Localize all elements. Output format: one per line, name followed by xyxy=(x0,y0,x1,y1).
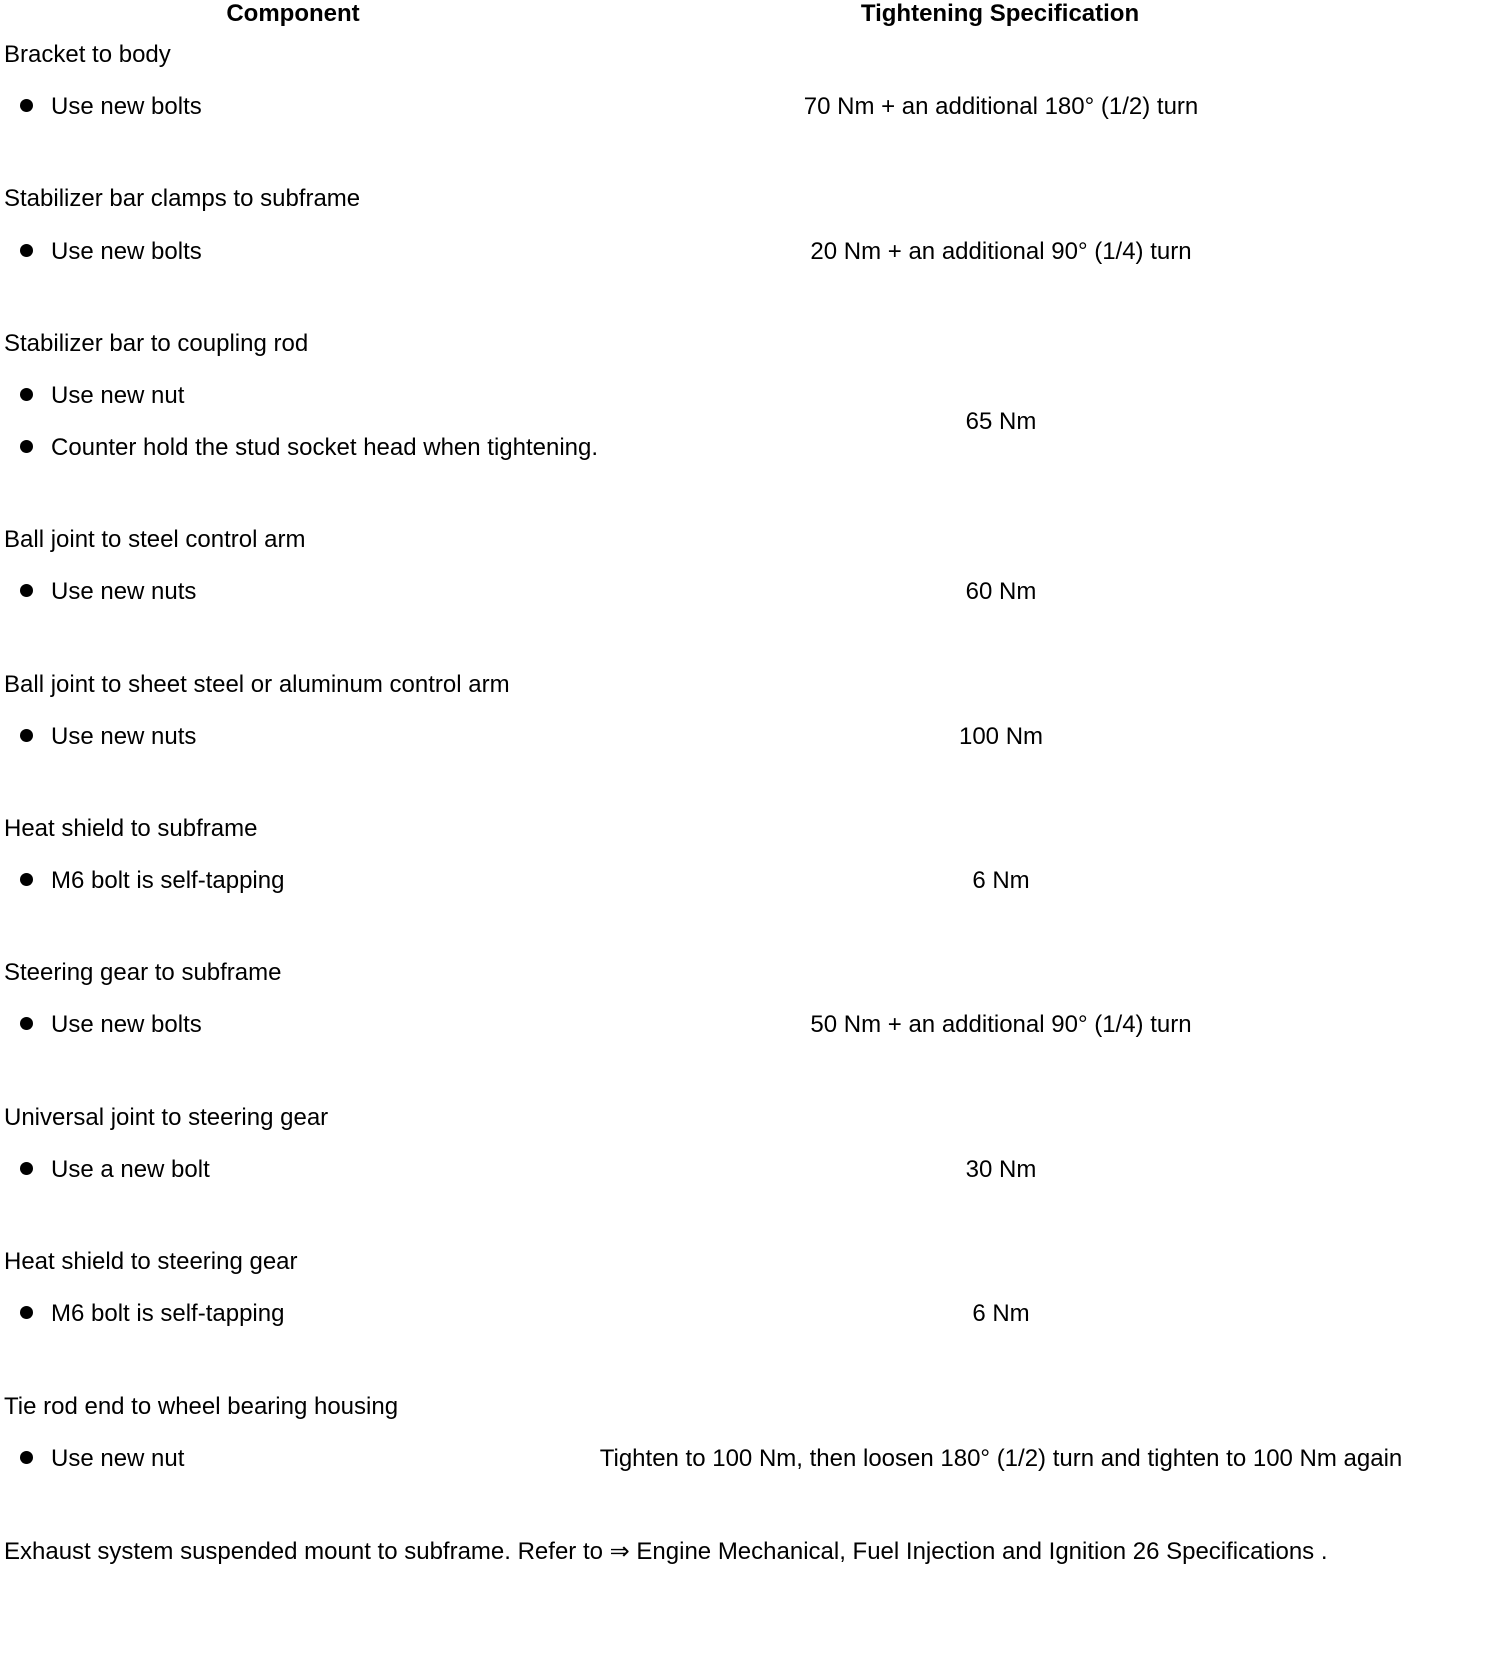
bullet-text: Use new bolts xyxy=(51,93,202,120)
bullet-icon xyxy=(20,873,33,886)
bullet-item xyxy=(20,723,196,751)
bullet-item xyxy=(20,382,184,410)
bullet-item xyxy=(20,1156,210,1184)
row-title: Tie rod end to wheel bearing housing xyxy=(4,1393,399,1420)
spec-value: 20 Nm + an additional 90° (1/4) turn xyxy=(810,238,1192,265)
row-title: Universal joint to steering gear xyxy=(4,1104,329,1131)
bullet-icon xyxy=(20,584,33,597)
spec-value: 30 Nm xyxy=(965,1156,1037,1183)
spec-value: 6 Nm xyxy=(972,867,1030,894)
bullet-item xyxy=(20,93,202,121)
bullet-item xyxy=(20,867,284,895)
row-title: Ball joint to sheet steel or aluminum control arm xyxy=(4,671,510,698)
spec-value: 50 Nm + an additional 90° (1/4) turn xyxy=(810,1011,1192,1038)
bullet-icon xyxy=(20,1451,33,1464)
bullet-icon xyxy=(20,99,33,112)
bullet-text: Counter hold the stud socket head when tightening. xyxy=(51,434,599,461)
spec-value: 70 Nm + an additional 180° (1/2) turn xyxy=(803,93,1199,120)
bullet-item xyxy=(20,1300,284,1328)
bullet-text: Use a new bolt xyxy=(51,1156,210,1183)
spec-value: 65 Nm xyxy=(965,408,1037,435)
row-title: Ball joint to steel control arm xyxy=(4,526,306,553)
spec-value: 60 Nm xyxy=(965,578,1037,605)
bullet-item xyxy=(20,1011,202,1039)
header-spec: Tightening Specification xyxy=(860,0,1140,27)
footnote: Exhaust system suspended mount to subframe. Refer to ⇒ Engine Mechanical, Fuel Injection and Ignition 26 Specifications . xyxy=(4,1538,1328,1565)
bullet-text: Use new nuts xyxy=(51,578,197,605)
row-title: Heat shield to steering gear xyxy=(4,1248,298,1275)
bullet-text: Use new bolts xyxy=(51,238,202,265)
bullet-icon xyxy=(20,388,33,401)
row-title: Stabilizer bar to coupling rod xyxy=(4,330,309,357)
bullet-icon xyxy=(20,244,33,257)
bullet-text: M6 bolt is self-tapping xyxy=(51,1300,285,1327)
row-title: Heat shield to subframe xyxy=(4,815,258,842)
spec-value: 6 Nm xyxy=(972,1300,1030,1327)
row-title: Stabilizer bar clamps to subframe xyxy=(4,185,361,212)
row-title: Steering gear to subframe xyxy=(4,959,282,986)
bullet-icon xyxy=(20,1017,33,1030)
bullet-icon xyxy=(20,1306,33,1319)
bullet-item xyxy=(20,578,196,606)
bullet-item xyxy=(20,434,598,462)
bullet-icon xyxy=(20,440,33,453)
bullet-item xyxy=(20,1445,184,1473)
bullet-text: Use new nut xyxy=(51,382,185,409)
bullet-icon xyxy=(20,1162,33,1175)
bullet-icon xyxy=(20,729,33,742)
bullet-text: M6 bolt is self-tapping xyxy=(51,867,285,894)
header-component: Component xyxy=(226,0,360,27)
spec-value: 100 Nm xyxy=(958,723,1044,750)
bullet-item xyxy=(20,238,202,266)
bullet-text: Use new nuts xyxy=(51,723,197,750)
bullet-text: Use new nut xyxy=(51,1445,185,1472)
spec-value: Tighten to 100 Nm, then loosen 180° (1/2) turn and tighten to 100 Nm again xyxy=(599,1445,1403,1472)
row-title: Bracket to body xyxy=(4,41,171,68)
bullet-text: Use new bolts xyxy=(51,1011,202,1038)
